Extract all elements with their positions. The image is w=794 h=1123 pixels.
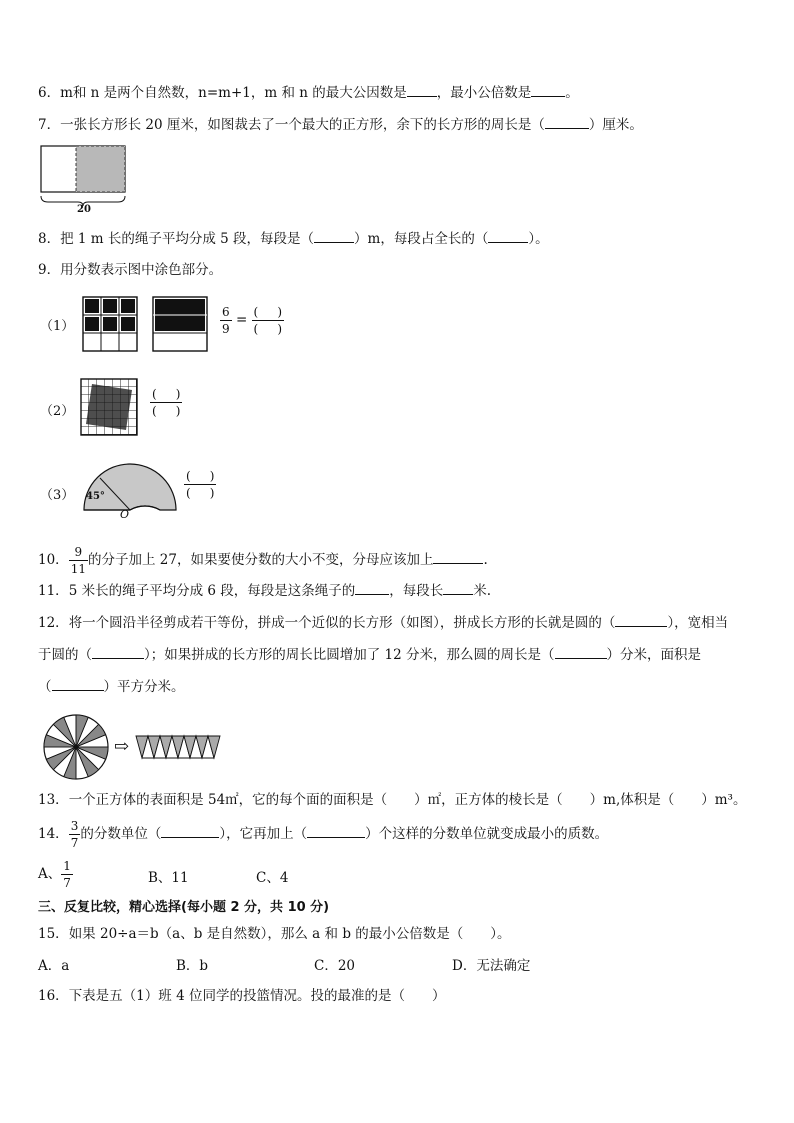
q-text: ）平方分米。 (103, 679, 185, 695)
question-8 (38, 228, 549, 249)
paren: ) (277, 305, 282, 319)
grid-figure-2 (80, 378, 138, 436)
answer-blank[interactable] (555, 644, 607, 659)
section-3-title: 三、反复比较，精心选择(每小题 2 分，共 10 分) (38, 900, 330, 915)
answer-blank[interactable] (52, 676, 104, 691)
q-text: 米. (473, 583, 492, 599)
q-text: ）m，每段占全长的（ (354, 231, 489, 247)
option-15-b[interactable]: B．b (176, 958, 209, 974)
q-text: 于圆的（ (38, 647, 92, 663)
grid-figure-1 (82, 296, 138, 352)
q-number: 8． (38, 231, 61, 247)
q-number: 10． (38, 552, 69, 568)
angle-label: 45° (86, 491, 105, 502)
numerator: 1 (63, 859, 71, 873)
arrow-icon: ⇨ (114, 736, 130, 757)
question-11 (38, 580, 491, 601)
fraction-9-11 (69, 544, 88, 577)
q-text: ）个这样的分数单位就变成最小的质数。 (365, 826, 609, 842)
option-15-a[interactable]: A．a (38, 958, 70, 974)
answer-blank[interactable] (531, 82, 565, 97)
paren: ) (209, 469, 215, 483)
q-number: 14． (38, 826, 69, 842)
option-c[interactable]: C、4 (256, 870, 289, 886)
q-text: 下表是五（1）班 4 位同学的投篮情况。投的最准的是（ ） (68, 988, 446, 1004)
question-12-line-3 (38, 676, 185, 697)
q-text: 的分子加上 27，如果要使分数的大小不变，分母应该加上 (87, 552, 434, 568)
answer-blank[interactable] (307, 823, 365, 838)
option-15-d[interactable]: D．无法确定 (452, 958, 531, 974)
answer-blank[interactable] (443, 580, 473, 595)
denominator: 11 (70, 562, 86, 576)
q-text: ）厘米。 (588, 117, 643, 133)
q-text: 一个正方体的表面积是 54㎡，它的每个面的面积是（ ）㎡，正方体的棱长是（ ）m,体积是（ ）m³。 (68, 792, 747, 808)
answer-fraction[interactable] (252, 304, 284, 337)
question-10 (38, 544, 488, 577)
q-number: 11． (38, 583, 69, 599)
question-12-line-2 (38, 644, 701, 665)
numerator: 3 (70, 819, 79, 833)
q-number: 6． (38, 85, 61, 101)
answer-blank[interactable] (407, 82, 437, 97)
option-15-c[interactable]: C．20 (314, 958, 356, 974)
q-number: 13． (38, 792, 69, 808)
denominator: 9 (222, 322, 230, 336)
question-9 (38, 260, 222, 280)
answer-blank[interactable] (161, 823, 219, 838)
paren: ) (209, 486, 215, 500)
q-text: 的分数单位（ (80, 826, 162, 842)
q-text: 用分数表示图中涂色部分。 (60, 262, 223, 278)
option-label: A、 (38, 866, 62, 882)
q-text: ，最小公倍数是 (436, 85, 532, 101)
answer-fraction-3[interactable] (184, 468, 216, 501)
q-text: 一张长方形长 20 厘米，如图裁去了一个最大的正方形，余下的长方形的周长是（ (60, 117, 545, 133)
fraction-3-7 (69, 818, 81, 851)
answer-blank[interactable] (355, 580, 389, 595)
paren: ) (175, 404, 181, 418)
question-13 (38, 790, 746, 810)
question-12-line-1 (38, 612, 728, 633)
q-text: 5 米长的绳子平均分成 6 段，每段是这条绳子的 (68, 583, 356, 599)
paren: ( (186, 486, 191, 500)
q-number: 16． (38, 988, 69, 1004)
answer-blank[interactable] (314, 228, 354, 243)
strip-figure-1 (152, 296, 208, 352)
paren: ) (277, 322, 282, 336)
paren: ) (175, 387, 181, 401)
answer-blank[interactable] (433, 549, 483, 564)
answer-fraction-2[interactable] (150, 386, 182, 419)
q-number: 12． (38, 615, 69, 631)
question-6 (38, 82, 579, 103)
q-text: 把 1 m 长的绳子平均分成 5 段，每段是（ (60, 231, 315, 247)
q-text: （ (38, 679, 52, 695)
fraction-equation (220, 304, 284, 337)
fraction-6-9 (220, 304, 232, 337)
q-text: 将一个圆沿半径剪成若干等份，拼成一个近似的长方形（如图），拼成长方形的长就是圆的（ (68, 615, 616, 631)
sub-label-3: （3） (40, 488, 75, 503)
answer-blank[interactable] (545, 114, 589, 129)
q-number: 9． (38, 262, 61, 278)
q-text: 如果 20÷a＝b（a、b 是自然数），那么 a 和 b 的最小公倍数是（ ）。 (68, 926, 511, 942)
q-text: ），宽相当 (667, 615, 729, 631)
q-text: ）分米，面积是 (606, 647, 702, 663)
answer-blank[interactable] (92, 644, 144, 659)
q-text: . (483, 552, 488, 568)
q-text: ）；如果拼成的长方形的周长比圆增加了 12 分米，那么圆的周长是（ (144, 647, 555, 663)
paren: ( (186, 469, 191, 483)
fraction-1-7 (61, 858, 73, 891)
paren: ( (152, 404, 157, 418)
paren: ( (253, 322, 259, 336)
question-16 (38, 986, 445, 1006)
sub-label-1: （1） (40, 319, 75, 334)
option-a[interactable] (38, 858, 73, 891)
equals-sign: = (235, 312, 248, 328)
option-b[interactable]: B、11 (148, 870, 189, 886)
question-7 (38, 114, 643, 135)
denominator: 7 (63, 876, 71, 890)
denominator: 7 (70, 836, 79, 850)
center-label: O (120, 508, 130, 521)
circle-sectors-figure (42, 712, 112, 782)
q-number: 7． (38, 117, 61, 133)
paren: ( (152, 387, 157, 401)
q-text: ），它再加上（ (219, 826, 308, 842)
paren: ( (253, 305, 259, 319)
q-number: 15． (38, 926, 69, 942)
q-text: m和 n 是两个自然数，n=m+1，m 和 n 的最大公因数是 (60, 85, 407, 101)
sub-label-2: （2） (40, 404, 75, 419)
cut-square (76, 146, 125, 192)
rectangle-from-sectors (134, 734, 222, 760)
answer-blank[interactable] (488, 228, 528, 243)
numerator: 9 (69, 544, 88, 561)
figure-length-label: 20 (77, 204, 91, 215)
question-15 (38, 924, 511, 944)
q-text: ，每段长 (389, 583, 444, 599)
q-text: 。 (565, 85, 579, 101)
answer-blank[interactable] (615, 612, 667, 627)
q-text: ）。 (528, 231, 549, 247)
numerator: 6 (222, 305, 230, 319)
question-14 (38, 818, 608, 851)
